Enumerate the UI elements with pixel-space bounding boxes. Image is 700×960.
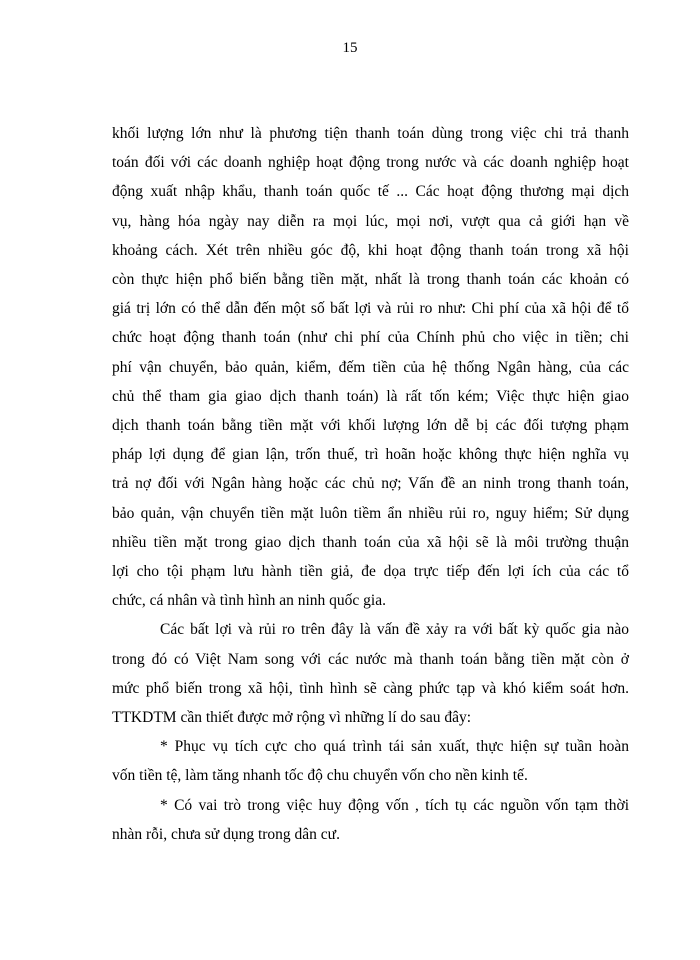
- paragraph-1: [112, 119, 629, 615]
- paragraph-3: [112, 732, 629, 790]
- text-line: chức, cá nhân và tình hình an ninh quốc gia.: [112, 592, 386, 610]
- text-line: chủ thể tham gia giao dịch thanh toán) là rất tốn kém; Việc thực hiện giao: [112, 387, 629, 405]
- text-line: Các bất lợi và rủi ro trên đây là vấn đề xảy ra với bất kỳ quốc gia nào: [160, 621, 629, 639]
- text-line: động xuất nhập khẩu, thanh toán quốc tế ... Các hoạt động thương mại dịch: [112, 183, 629, 201]
- text-line: giá trị lớn có thể dẫn đến một số bất lợi và rủi ro như: Chi phí của xã hội để tổ: [112, 300, 629, 318]
- text-line: phí vận chuyển, bảo quản, kiểm, đếm tiền của hệ thống Ngân hàng, của các: [112, 358, 629, 376]
- body-text: [112, 119, 629, 849]
- text-line: * Phục vụ tích cực cho quá trình tái sản xuất, thực hiện sự tuần hoàn: [160, 738, 629, 756]
- text-line: bảo quản, vận chuyển tiền mặt luôn tiềm ẩn nhiều rủi ro, nguy hiểm; Sử dụng: [112, 504, 629, 522]
- text-line: khối lượng lớn như là phương tiện thanh toán dùng trong việc chi trả thanh: [112, 125, 629, 142]
- text-line: còn thực hiện phổ biến bằng tiền mặt, nhất là trong thanh toán các khoản có: [112, 271, 629, 289]
- page-number: 15: [342, 40, 358, 56]
- text-line: khoảng cách. Xét trên nhiều góc độ, khi hoạt động thanh toán trong xã hội: [112, 241, 629, 259]
- text-line: pháp lợi dụng để gian lận, trốn thuế, trì hoãn hoặc không thực hiện nghĩa vụ: [112, 446, 629, 464]
- paragraph-2: [112, 615, 629, 732]
- text-line: lợi cho tội phạm lưu hành tiền giả, đe dọa trực tiếp đến lợi ích của các tổ: [112, 563, 629, 581]
- text-line: toán đối với các doanh nghiệp hoạt động trong nước và các doanh nghiệp hoạt: [112, 154, 629, 172]
- text-line: vốn tiền tệ, làm tăng nhanh tốc độ chu chuyển vốn cho nền kinh tế.: [112, 767, 528, 785]
- text-line: nhàn rỗi, chưa sử dụng trong dân cư.: [112, 825, 340, 843]
- text-line: dịch thanh toán bằng tiền mặt với khối lượng lớn dễ bị các đối tượng phạm: [112, 417, 629, 435]
- text-line: mức phổ biến trong xã hội, tình hình sẽ càng phức tạp và khó kiểm soát hơn.: [112, 679, 629, 697]
- text-line: TTKDTM cần thiết được mở rộng vì những lí do sau đây:: [112, 709, 472, 727]
- text-line: trả nợ đối với Ngân hàng hoặc các chủ nợ; Vấn đề an ninh trong thanh toán,: [112, 475, 629, 493]
- text-line: vụ, hàng hóa ngày nay diễn ra mọi lúc, mọi nơi, vượt qua cả giới hạn về: [112, 212, 629, 230]
- text-line: * Có vai trò trong việc huy động vốn , tích tụ các nguồn vốn tạm thời: [160, 796, 629, 814]
- text-line: trong đó có Việt Nam song với các nước mà thanh toán bằng tiền mặt còn ở: [112, 650, 629, 668]
- text-line: chức hoạt động thanh toán (như chi phí của Chính phủ cho việc in tiền; chi: [112, 329, 629, 347]
- text-line: nhiều tiền mặt trong giao dịch thanh toán của xã hội sẽ là môi trường thuận: [112, 533, 629, 551]
- paragraph-4: [112, 791, 629, 849]
